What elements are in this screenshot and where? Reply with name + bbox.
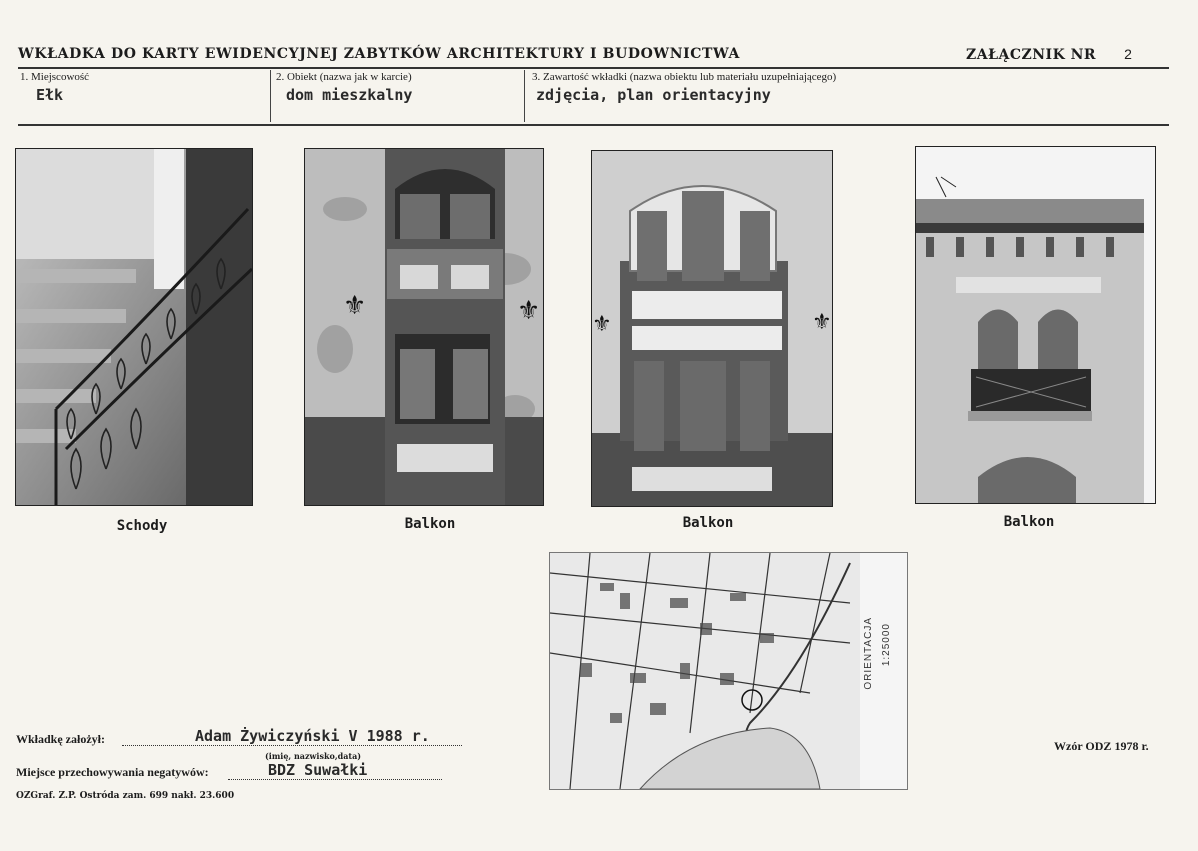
svg-text:⚜: ⚜: [592, 312, 612, 337]
annex-number: 2: [1124, 46, 1133, 62]
founded-value: Adam Żywiczyński V 1988 r.: [195, 727, 430, 745]
balcony-1-image: [305, 149, 543, 505]
svg-text:⚜: ⚜: [343, 291, 367, 321]
annex-label-text: ZAŁĄCZNIK NR: [966, 47, 1097, 63]
photo-staircase: [15, 148, 253, 506]
map-scale-label: 1:25000: [881, 623, 892, 667]
orientation-map: [549, 552, 908, 790]
balcony-2-image: [592, 151, 832, 506]
svg-text:⚜: ⚜: [517, 296, 541, 326]
photo-balcony-3: [915, 146, 1156, 504]
founded-hint: (imię, nazwisko,data): [265, 751, 362, 761]
svg-text:⚜: ⚜: [812, 310, 832, 335]
storage-value: BDZ Suwałki: [268, 761, 368, 779]
map-legend: [859, 613, 905, 723]
photo-balcony-2: [591, 150, 833, 507]
form-model: Wzór ODZ 1978 r.: [1054, 739, 1149, 753]
caption-photo-3: Balkon: [682, 515, 734, 531]
map-orientation-label: ORIENTACJA: [863, 617, 874, 690]
storage-label: Miejsce przechowywania negatywów:: [16, 765, 209, 779]
printer-info: OZGraf. Z.P. Ostróda zam. 699 nakł. 23.600: [16, 791, 235, 801]
field-1-value: Ełk: [36, 86, 64, 104]
field-divider-2: [524, 70, 525, 122]
caption-photo-1: Schody: [116, 518, 168, 534]
caption-photo-2: Balkon: [404, 516, 456, 532]
balcony-3-image: [916, 147, 1155, 503]
caption-photo-4: Balkon: [1003, 514, 1055, 530]
field-divider-1: [270, 70, 271, 122]
field-2-value: dom mieszkalny: [286, 86, 413, 104]
field-3-label: 3. Zawartość wkładki (nazwa obiektu lub materiału uzupełniającego): [532, 71, 837, 83]
annex-label: [966, 46, 1132, 63]
staircase-image: [16, 149, 252, 505]
field-3-value: zdjęcia, plan orientacyjny: [536, 86, 771, 104]
photo-balcony-1: [304, 148, 544, 506]
city-map-image: [550, 553, 907, 789]
founded-label: Wkładkę założył:: [16, 732, 105, 746]
field-2-label: 2. Obiekt (nazwa jak w karcie): [276, 71, 412, 83]
header-rule-bottom: [18, 124, 1169, 126]
form-title: WKŁADKA DO KARTY EWIDENCYJNEJ ZABYTKÓW ARCHITEKTURY I BUDOWNICTWA: [18, 46, 740, 62]
field-1-label: 1. Miejscowość: [20, 71, 90, 83]
header-rule-top: [18, 67, 1169, 69]
